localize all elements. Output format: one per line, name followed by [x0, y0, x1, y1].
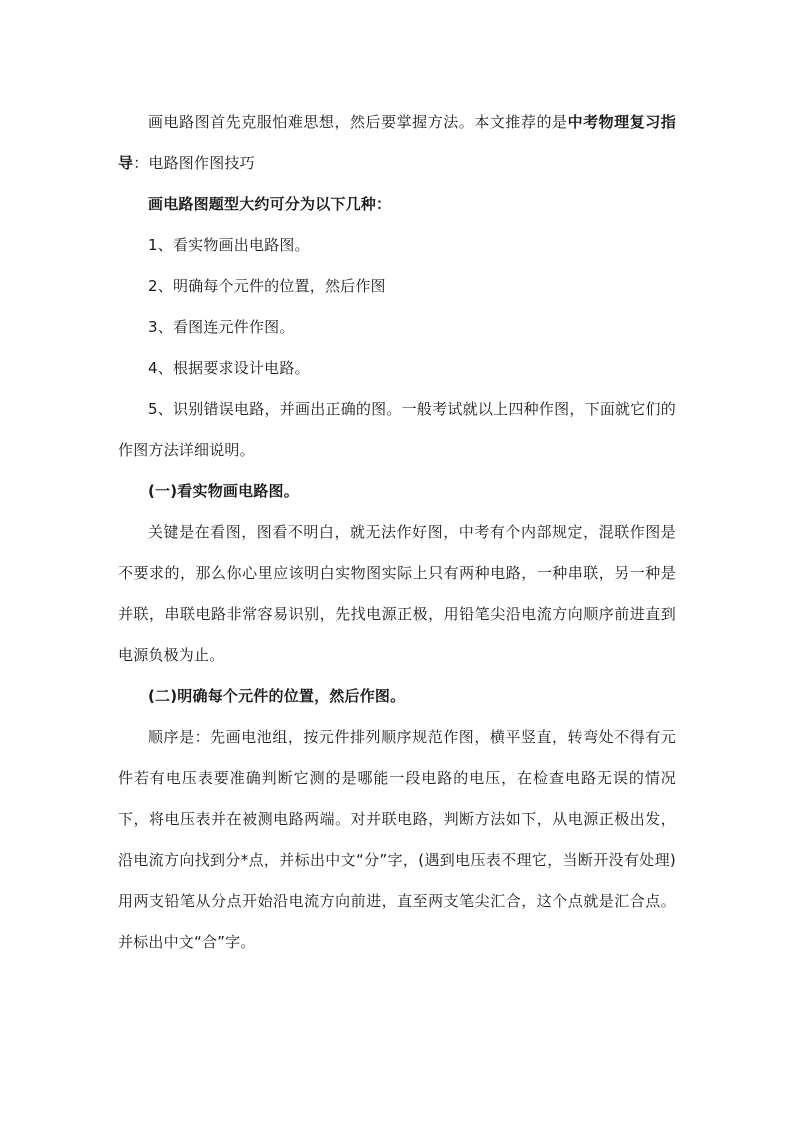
intro-bold-title: 中考物理复习指导: [118, 113, 676, 172]
list-item-5: 5、识别错误电路，并画出正确的图。一般考试就以上四种作图，下面就它们的作图方法详细说明。: [118, 400, 676, 459]
list-item-4: 4、根据要求设计电路。: [148, 359, 310, 377]
section2-body: 顺序是：先画电池组，按元件排列顺序规范作图，横平竖直，转弯处不得有元件若有电压表要准确判断它测的是哪能一段电路的电压，在检查电路无误的情况下，将电压表并在被测电路两端。对并联电路，判断方法如下，从电源正极出发，沿电流方向找到分*点，并标出中文“分”字，(遇到电压表不理它，当断开没有处理)用两支铅笔从分点开始沿电流方向前进，直至两支笔尖汇合，这个点就是汇合点。并标出中文“合”字。: [118, 728, 676, 951]
intro-paragraph: [118, 102, 676, 184]
section1-heading: (一)看实物画电路图。: [148, 482, 299, 500]
list-item-3: 3、看图连元件作图。: [148, 318, 295, 336]
intro-text-part1: 画电路图首先克服怕难思想，然后要掌握方法。本文推荐的是: [148, 113, 568, 131]
section1-body: 关键是在看图，图看不明白，就无法作好图，中考有个内部规定，混联作图是不要求的，那么你心里应该明白实物图实际上只有两种电路，一种串联，另一种是并联，串联电路非常容易识别，先找电源正极，用铅笔尖沿电流方向顺序前进直到电源负极为止。: [118, 523, 676, 664]
section2-heading: (二)明确每个元件的位置，然后作图。: [148, 687, 406, 705]
list-item-2: 2、明确每个元件的位置，然后作图: [148, 277, 386, 295]
types-heading: 画电路图题型大约可分为以下几种：: [148, 195, 392, 213]
intro-text-part2: ：电路图作图技巧: [133, 154, 255, 172]
list-item-1: 1、看实物画出电路图。: [148, 236, 310, 254]
